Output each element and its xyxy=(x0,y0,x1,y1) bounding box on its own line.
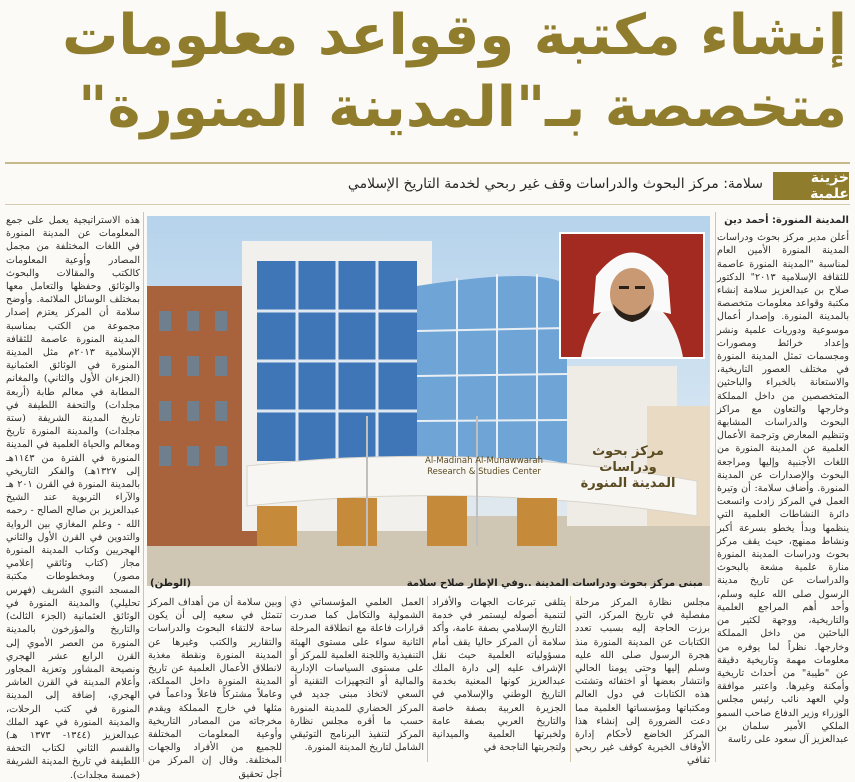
portrait-inset xyxy=(559,232,705,359)
column-divider xyxy=(285,596,286,762)
headline-line-1: إنشاء مكتبة وقواعد معلومات xyxy=(62,3,847,68)
photo-credit: (الوطن) xyxy=(150,578,192,589)
column-bottom-1 xyxy=(575,596,710,767)
sign-english-line-2: Research & Studies Center xyxy=(427,467,541,477)
photo-caption: مبنى مركز بحوث ودراسات المدينة ..وفي الإطار صلاح سلامة xyxy=(406,578,703,589)
column-left xyxy=(6,214,141,781)
column-right xyxy=(717,214,849,762)
headline-line-2: متخصصة بـ"المدينة المنورة" xyxy=(78,75,847,140)
column-divider xyxy=(570,596,571,762)
column-bottom-4 xyxy=(148,596,282,780)
kicker-line: سلامة: مركز البحوث والدراسات وقف غير ربحي لخدمة التاريخ الإسلامي xyxy=(347,176,763,192)
column-bottom-1-text: مجلس نظارة المركز مرحلة مفصلية في تاريخ المركز، التي برزت الحاجة إليه بسبب تعدد الكتابات عن المدينة المنورة منذ هجرة الرسول صلى الله عليه وسلم إليها وحتى يومنا الحالي وانتشار بعضها أو اختفائه وتشتت هذه الكتابات في دول العالم ومكتباتها ومؤسساتها العلمية مما دعت الضرورة إلى إنشاء هذا المركز الخاضع لأحكام إدارة الأوقاف الخيرية كوقف غير ربحي ثقافي xyxy=(575,597,710,767)
header-rule xyxy=(5,162,850,164)
column-bottom-4-text: وبين سلامة أن من أهداف المركز تتمثل في سعيه إلى أن يكون ساحة لالتقاء البحوث والدراسات والتقارير والكتب وغيرها عن المدينة المنورة ونقطة مغذية لانطلاق الأعمال العلمية عن تاريخ المدينة المنورة داخل المملكة، وعاملاً مشتركاً فاعلاً وداعماً في مثلها في خارج المملكة ويقدم مخرجاته من المصادر التاريخية وأوعية المعلومات المختلفة للجميع من الأفراد والجهات المختلفة. وقال إن المركز من أجل تحقيق xyxy=(148,597,282,780)
sign-arabic xyxy=(563,444,693,492)
sign-arabic-line-1: مركز بحوث ودراسات xyxy=(592,444,664,475)
column-bottom-3 xyxy=(290,596,424,762)
sign-english xyxy=(409,456,559,478)
column-bottom-3-text: العمل العلمي المؤسساتي ذي الشمولية والتكامل كما صدرت قرارات فاعلة مع انطلاقة المرحلة الثانية سواء على مستوى الهيئة التنفيذية واللجنة العلمية للمركز أو على مستوى السياسات الإدارية والمالية أو التجهيزات التقنية أو السعي لاتخاذ مبنى جديد في المركز الحضاري للمدينة المنورة حسب ما أقره مجلس نظارة المركز لتنفيذ البرنامج التوثيقي الشامل لتاريخ المدينة المنورة. xyxy=(290,597,424,754)
column-divider xyxy=(715,212,716,762)
sign-english-line-1: Al-Madinah Al-Munawwarah xyxy=(425,456,543,466)
byline: المدينة المنورة: أحمد دين xyxy=(724,215,849,226)
column-bottom-2 xyxy=(432,596,566,762)
sign-arabic-line-2: المدينة المنورة xyxy=(580,476,676,491)
column-left-text: هذه الاستراتيجية يعمل على جمع المعلومات عن المدينة المنورة في اللغات المختلفة من مجمل المصادر وأوعية المعلومات كالكتب والمقالات والبحوث والوثائق وحفظها والتعامل معها بمختلف الوسائل الملائمة. وأوضح سلامة أن المركز يعتزم إصدار مجموعة من الكتب بمناسبة المدينة المنورة عاصمة للثقافة الإسلامية ٢٠١٣م مثل المدينة المنورة في الوثائق العثمانية (الجزءان الأول والثاني) والمغانم المطابة في معالم طابة (أربعة مجلدات) والتحفة اللطيفة في تاريخ المدينة الشريفة (ستة مجلدات) والمدينة المنورة تاريخ ومعالم والحياة العلمية في المدينة المنورة في الفترة من ١١٤٣هـ إلى ١٣٢٧هـ) والفكر التاريخي بالمدينة المنورة في القرن ٢٠١ هـ والآراء التربوية عند الشيخ عبدالعزيز بن صالح الصالح - رحمه الله - وعلم المغازي بين الرواية والتدوين في القرن الأول والثاني الهجريين وكتاب المدينة المنورة مجاز (كتاب وثائقي إعلامي مصور) ومخطوطات مكتبة المسجد النبوي الشريف (فهرس تحليلي) والمدينة المنورة في الوثائق العثمانية (الجزء الثالث) والتاريخ والمؤرخون بالمدينة المنورة من العصر الأموي إلى القرن الرابع عشر الهجري ونصيحة المشاور وتعزية المجاور وأعلام المدينة في القرن العاشر الهجري، إضافة إلى المدينة المنورة في كتب الرحلات، والمدينة المنورة في عهد الملك عبدالعزيز (١٣٤٤- ١٣٧٣ هـ) والقسم الثاني لكتاب التحفة اللطيفة في تاريخ المدينة الشريفة (خمسة مجلدات). xyxy=(6,215,141,781)
building-photo xyxy=(147,216,710,586)
column-divider xyxy=(143,212,144,762)
column-bottom-2-text: يتلقى تبرعات الجهات والأفراد لتنمية أصوله ليستمر في خدمة التاريخ الإسلامي بصفة عامة، وأكد سلامة أن المركز حاليا يقف أمام مسؤولياته العلمية حيث نقل الإشراف عليه إلى دارة الملك عبدالعزيز كونها المعنية بخدمة التاريخ الوطني والإسلامي في الجزيرة العربية بصفة خاصة والتاريخ العربي بصفة عامة ولخبرتها العلمية والميدانية ولتجربتها الناجحة في xyxy=(432,597,566,754)
column-right-text: أعلن مدير مركز بحوث ودراسات المدينة المنورة الأمين العام لمناسبة "المدينة المنورة عاصمة للثقافة الإسلامية ٢٠١٣" الدكتور صلاح بن عبدالعزيز سلامة إنشاء مكتبة وقواعد معلومات متخصصة بالمدينة المنورة. وإصدار أعمال موسوعية ودوريات علمية ونشر وإعداد خرائط ومصورات ومجسمات تمثل المدينة المنورة في مختلف العصور التاريخية، والاستعانة بالخبراء والباحثين المتخصصين من داخل المملكة وخارجها والتعاون مع مراكز البحوث والدراسات المشابهة وتنظيم المعارض وترجمة الأعمال العلمية عن المدينة المنورة من اللغات الأجنبية وإليها ومراجعة البحوث والإصدارات عن المدينة المنورة. وأضاف سلامة: أن وتيرة العمل في المركز زادت واتسعت دائرة النشاطات العلمية التي ينظمها وبدأ يخطو بسرعة أكبر ونشاط ممنهج، حيث يقف مركز بحوث ودراسات المدينة المنورة منارة علمية مشعة بالبحوث والدراسات عن تاريخ مدينة الرسول صلى الله عليه وسلم، وأحد أهم المراجع العلمية والتاريخية، ووجهة لكثير من الباحثين من داخل المملكة وخارجها. نظراً لما يوفره من معلومات مهمة وتاريخية دقيقة عن "طيبة" من أحداث تاريخية وأمكنة وغيرها. واعتبر موافقة ولي العهد نائب رئيس مجلس الوزراء وزير الدفاع صاحب السمو الملكي الأمير سلمان بن عبدالعزيز آل سعود على رئاسة xyxy=(717,232,849,745)
column-divider xyxy=(427,596,428,762)
section-tag: خزينة علمية xyxy=(773,172,849,200)
portrait-illustration xyxy=(561,234,703,357)
photo-caption-bar xyxy=(150,578,703,589)
